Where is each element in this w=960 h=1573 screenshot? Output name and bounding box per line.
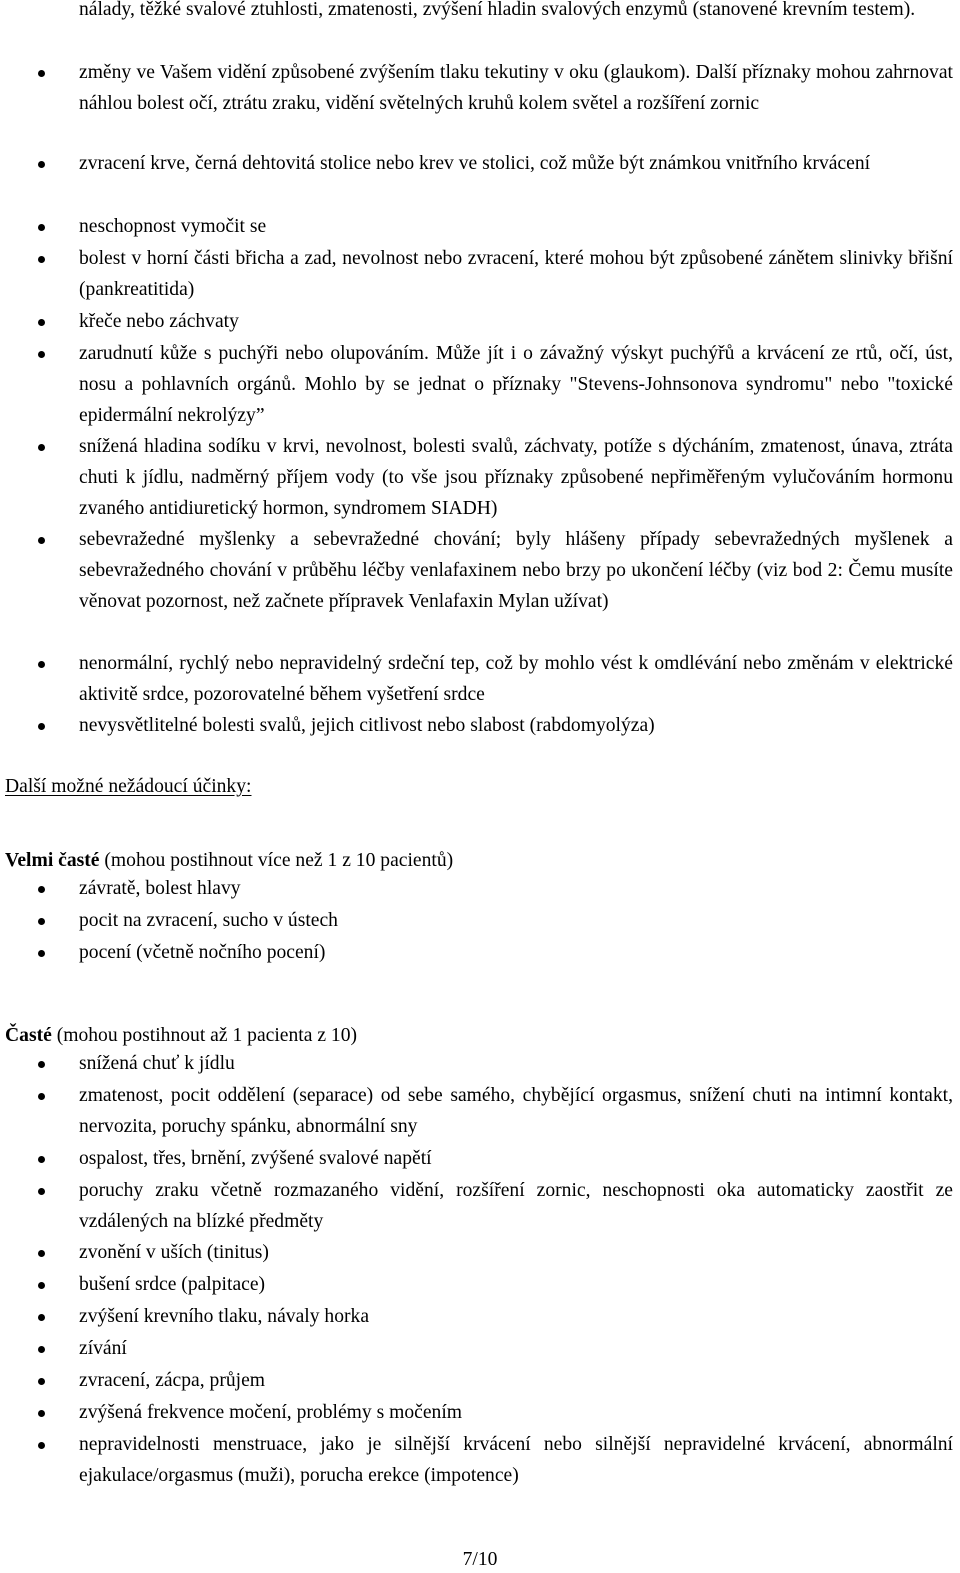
list-item-nausea: pocit na zvracení, sucho v ústech [79,910,338,931]
list-item-urination-frequency: zvýšená frekvence močení, problémy s močením [79,1402,463,1423]
list-item-drowsiness: ospalost, třes, brnění, zvýšené svalové napětí [79,1148,432,1169]
bullet-icon [38,661,45,668]
bullet-icon [38,1314,45,1321]
list-item-rhabdomyolysis: nevysvětlitelné bolesti svalů, jejich citlivost nebo slabost (rabdomyolýza) [79,715,655,736]
common-title [5,1020,357,1051]
common-title-bold: Časté [5,1025,52,1046]
list-item-pancreatitis: bolest v horní části břicha a zad, nevolnost nebo zvracení, které mohou být způsobené zánětem slinivky břišní (pankreatitida) [79,248,953,300]
bullet-icon [38,537,45,544]
list-item-bleeding: zvracení krve, černá dehtovitá stolice nebo krev ve stolici, což může být známkou vnitřního krvácení [79,153,871,174]
list-item-menstruation: nepravidelnosti menstruace, jako je silnější krvácení nebo silnější nepravidelné krvácení, abnormální ejakulace/orgasmus (muži), porucha erekce (impotence) [79,1434,953,1486]
list-item-sweating: pocení (včetně nočního pocení) [79,942,326,963]
bullet-icon [38,224,45,231]
list-item-continuation: nálady, těžké svalové ztuhlosti, zmatenosti, zvýšení hladin svalových enzymů (stanovené krevním testem). [79,0,916,20]
bullet-icon [38,161,45,168]
very-common-title [5,845,453,876]
bullet-icon [38,1410,45,1417]
list-item-urination: neschopnost vymočit se [79,216,267,237]
bullet-icon [38,444,45,451]
page-number: 7/10 [462,1549,498,1570]
list-item-sodium: snížená hladina sodíku v krvi, nevolnost, bolesti svalů, záchvaty, potíže s dýcháním, zmatenost, únava, ztráta chuti k jídlu, nadměrný příjem vody (to vše jsou příznaky způsobené nepřiměřeným vylučováním hormonu zvaného antidiuretický hormon, syndromem SIADH) [79,436,953,519]
bullet-icon [38,1061,45,1068]
bullet-icon [38,1188,45,1195]
list-item-suicidal: sebevražedné myšlenky a sebevražedné chování; byly hlášeny případy sebevražedných myšlenek a sebevražedného chování v průběhu léčby venlafaxinem nebo brzy po ukončení léčby (viz bod 2: Čemu musíte věnovat pozornost, než začnete přípravek Venlafaxin Mylan užívat) [79,529,953,612]
bullet-icon [38,1378,45,1385]
list-item-dizziness: závratě, bolest hlavy [79,878,241,899]
bullet-icon [38,1093,45,1100]
bullet-icon [38,1442,45,1449]
very-common-title-rest: (mohou postihnout více než 1 z 10 pacientů) [99,850,454,871]
list-item-confusion: zmatenost, pocit oddělení (separace) od sebe samého, chybějící orgasmus, snížení chuti na intimní kontakt, nervozita, poruchy spánku, abnormální sny [79,1085,953,1137]
list-item-glaucoma: změny ve Vašem vidění způsobené zvýšením tlaku tekutiny v oku (glaukom). Další příznaky mohou zahrnovat náhlou bolest očí, ztrátu zraku, vidění světelných kruhů kolem světel a rozšíření zornic [79,62,953,114]
bullet-icon [38,1250,45,1257]
bullet-icon [38,1346,45,1353]
bullet-icon [38,1156,45,1163]
bullet-icon [38,351,45,358]
list-item-vomiting: zvracení, zácpa, průjem [79,1370,266,1391]
bullet-icon [38,70,45,77]
list-item-heartbeat: nenormální, rychlý nebo nepravidelný srdeční tep, což by mohlo vést k omdlévání nebo změnám v elektrické aktivitě srdce, pozorovatelné během vyšetření srdce [79,653,953,705]
list-item-vision: poruchy zraku včetně rozmazaného vidění, rozšíření zornic, neschopnosti oka automaticky zaostřit ze vzdálených na blízké předměty [79,1180,953,1232]
other-effects-heading: Další možné nežádoucí účinky: [5,776,252,797]
very-common-title-bold: Velmi časté [5,850,100,871]
list-item-tinnitus: zvonění v uších (tinitus) [79,1242,269,1263]
list-item-blood-pressure: zvýšení krevního tlaku, návaly horka [79,1306,370,1327]
list-item-skin: zarudnutí kůže s puchýři nebo olupováním. Může jít i o závažný výskyt puchýřů a krvácení ze rtů, očí, úst, nosu a pohlavních orgánů. Mohlo by se jednat o příznaky "Stevens-Johnsonova syndromu" nebo "toxické epidermální nekrolýzy” [79,343,953,426]
bullet-icon [38,950,45,957]
bullet-icon [38,918,45,925]
list-item-palpitations: bušení srdce (palpitace) [79,1274,266,1295]
common-title-rest: (mohou postihnout až 1 pacienta z 10) [51,1025,358,1046]
list-item-appetite: snížená chuť k jídlu [79,1053,235,1074]
bullet-icon [38,319,45,326]
bullet-icon [38,886,45,893]
bullet-icon [38,256,45,263]
bullet-icon [38,723,45,730]
list-item-seizures: křeče nebo záchvaty [79,311,239,332]
bullet-icon [38,1282,45,1289]
list-item-yawning: zívání [79,1338,127,1359]
